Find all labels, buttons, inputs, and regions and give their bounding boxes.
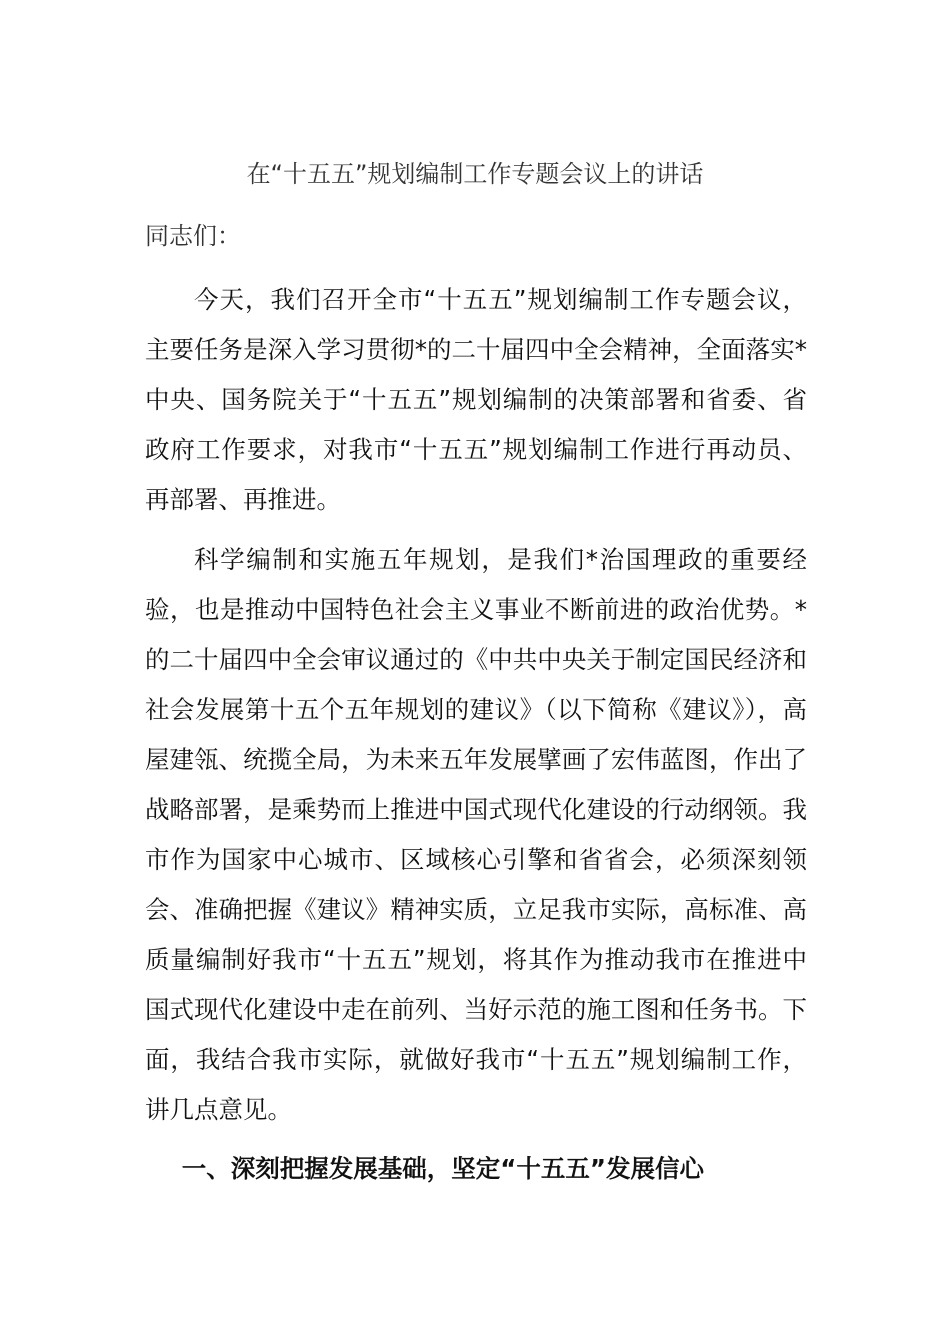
salutation: 同志们： (145, 222, 241, 250)
section-heading: 一、深刻把握发展基础，坚定“十五五”发展信心 (181, 1154, 704, 1183)
document-title: 在“十五五”规划编制工作专题会议上的讲话 (246, 160, 704, 188)
paragraph-background: 科学编制和实施五年规划，是我们*治国理政的重要经验，也是推动中国特色社会主义事业不断前进的政治优势。*的二十届四中全会审议通过的《中共中央关于制定国民经济和社会发展第十五个五年规划的建议》（以下简称《建议》），高屋建瓴、统揽全局，为未来五年发展擘画了宏伟蓝图，作出了战略部署，是乘势而上推进中国式现代化建设的行动纲领。我市作为国家中心城市、区域核心引擎和省省会，必须深刻领会、准确把握《建议》精神实质，立足我市实际，高标准、高质量编制好我市“十五五”规划，将其作为推动我市在推进中国式现代化建设中走在前列、当好示范的施工图和任务书。下面，我结合我市实际，就做好我市“十五五”规划编制工作，讲几点意见。 (145, 545, 807, 1124)
paragraph-intro: 今天，我们召开全市“十五五”规划编制工作专题会议，主要任务是深入学习贯彻*的二十届四中全会精神，全面落实*中央、国务院关于“十五五”规划编制的决策部署和省委、省政府工作要求，对我市“十五五”规划编制工作进行再动员、再部署、再推进。 (145, 285, 807, 514)
